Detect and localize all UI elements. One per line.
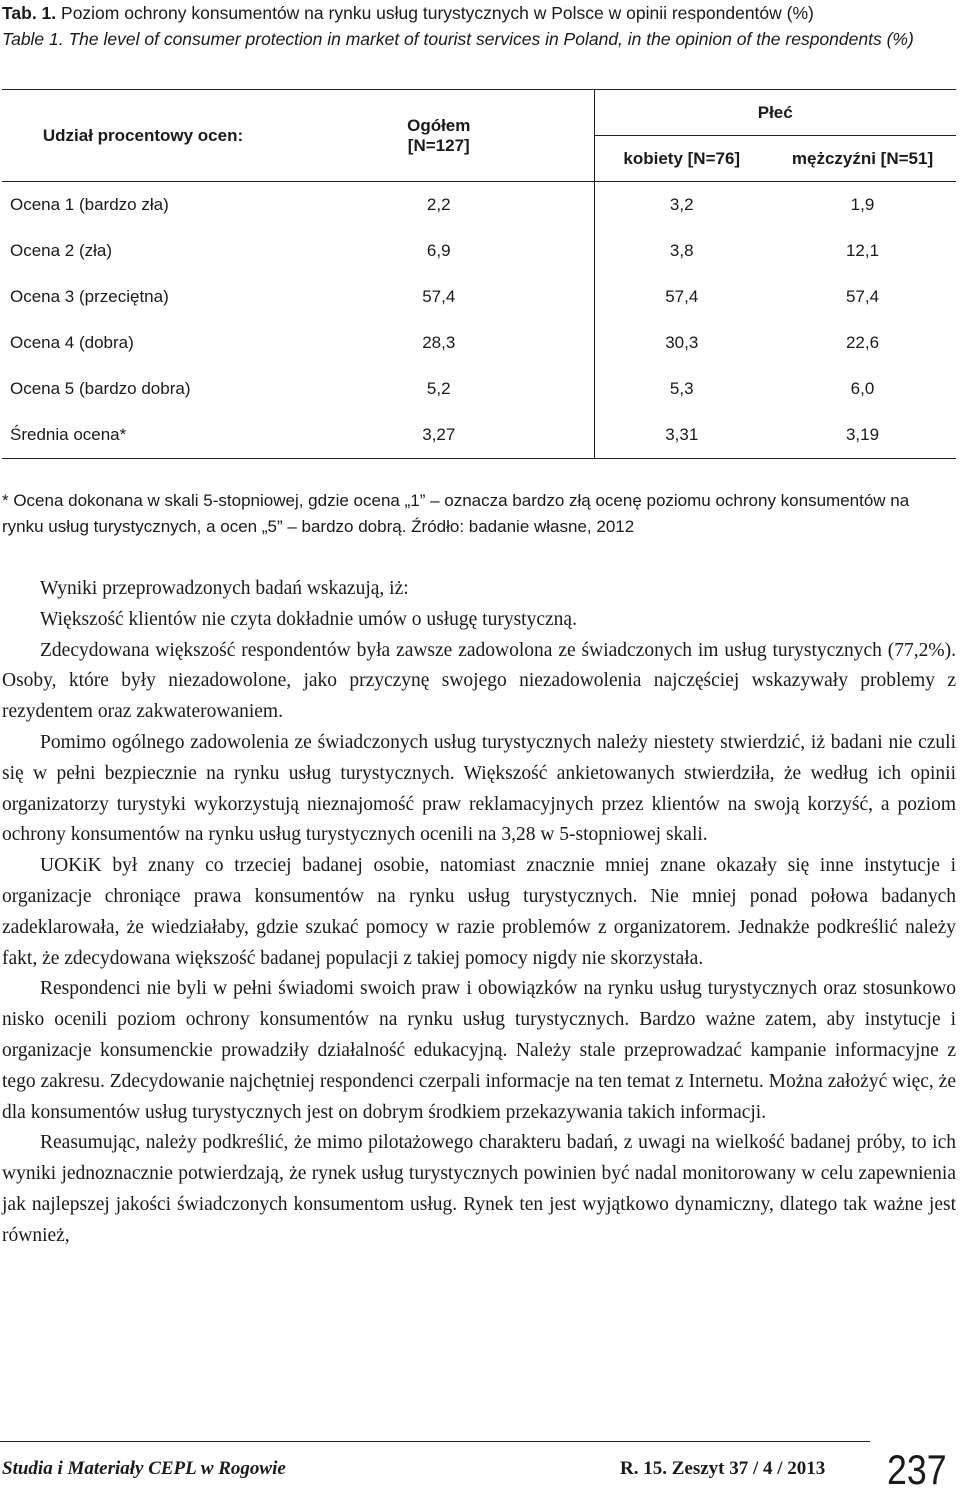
table-footnote: * Ocena dokonana w skali 5-stopniowej, gdzie ocena „1” – oznacza bardzo złą ocenę poziomu ochrony konsumentów na rynku usług turystycznych, a ocen „5” – bardzo dobrą. Źródło: badanie własne, 2012 [2, 491, 910, 536]
footer-journal-title: Studia i Materiały CEPL w Rogowie [2, 1458, 286, 1479]
row-label: Ocena 4 (dobra) [10, 333, 134, 352]
row-label: Ocena 2 (zła) [10, 241, 113, 260]
cell-women: 57,4 [594, 274, 769, 320]
cell-women: 5,3 [594, 366, 769, 412]
cell-men: 3,19 [769, 412, 956, 459]
footer-issue: R. 15. Zeszyt 37 / 4 / 2013 [620, 1458, 826, 1479]
header-men: mężczyźni [N=51] [769, 136, 956, 182]
cell-total: 2,2 [426, 195, 451, 214]
table-row [2, 274, 956, 320]
paragraph: Większość klientów nie czyta dokładnie umów o usługę turystyczną. [40, 608, 577, 630]
table-caption [2, 0, 952, 52]
header-total [284, 90, 594, 182]
header-women: kobiety [N=76] [594, 136, 769, 182]
header-total-title: Ogółem [407, 115, 471, 135]
cell-men: 1,9 [850, 195, 875, 214]
caption-polish-text: Poziom ochrony konsumentów na rynku usług turystycznych w Polsce w opinii respondentów (%) [61, 3, 814, 23]
paragraph: UOKiK był znany co trzeciej badanej osobie, natomiast znacznie mniej znane okazały się inne instytucje i organizacje chroniące prawa konsumentów na rynku usług turystycznych. Nie mniej ponad połowa badanych zadeklarowała, że wiedziałaby, gdzie szukać pomocy w razie problemów z organizatorem. Jednakże podkreślić należy fakt, że zdecydowana większość badanej populacji z takiej pomocy nigdy nie skorzystała. [2, 855, 956, 969]
ratings-table [2, 89, 956, 459]
paragraph: Wyniki przeprowadzonych badań wskazują, iż: [40, 578, 409, 599]
row-label: Ocena 1 (bardzo zła) [10, 195, 169, 214]
cell-total: 57,4 [422, 287, 456, 306]
cell-men: 57,4 [845, 287, 880, 306]
cell-total: 3,27 [284, 412, 594, 459]
cell-total: 6,9 [426, 241, 451, 260]
paragraph: Pomimo ogólnego zadowolenia ze świadczonych usług turystycznych należy niestety stwierdzić, iż badani nie czuli się w pełni bezpiecznie na rynku usług turystycznych. Większość ankietowanych stwierdziła, że według ich opinii organizatorzy turystyki wykorzystują nieznajomość praw reklamacyjnych przez klientów na swoją korzyść, a poziom ochrony konsumentów na rynku usług turystycznych ocenili na 3,28 w 5-stopniowej skali. [2, 731, 956, 846]
header-gender: Płeć [594, 90, 956, 136]
footer-rule [0, 1441, 870, 1442]
row-label: Ocena 5 (bardzo dobra) [10, 379, 191, 398]
row-label: Średnia ocena* [2, 412, 284, 459]
cell-men: 22,6 [845, 333, 880, 352]
cell-women: 3,8 [594, 228, 769, 274]
header-rating-share: Udział procentowy ocen: [2, 90, 284, 182]
table-row [2, 228, 956, 274]
table-row [2, 182, 956, 229]
cell-women: 30,3 [594, 320, 769, 366]
row-label: Ocena 3 (przeciętna) [10, 287, 169, 306]
table-row [2, 412, 956, 459]
cell-women: 3,2 [594, 182, 769, 229]
paragraph: Reasumując, należy podkreślić, że mimo pilotażowego charakteru badań, z uwagi na wielkość badanej próby, to ich wyniki jednoznacznie potwierdzają, że rynek usług turystycznych powinien być nadal monitorowany w celu zapewnienia jak najlepszej jakości świadczonych konsumentom usług. Rynek ten jest wyjątkowo dynamiczny, dlatego tak ważne jest również, [2, 1132, 956, 1246]
cell-women: 3,31 [594, 412, 769, 459]
paragraph: Zdecydowana większość respondentów była zawsze zadowolona ze świadczonych im usług turystycznych (77,2%). Osoby, które były niezadowolone, jako przyczynę swojego niezadowolenia najczęściej wskazywały problemy z rezydentem oraz zakwaterowaniem. [2, 639, 956, 723]
caption-polish [2, 0, 952, 26]
cell-total: 5,2 [426, 379, 451, 398]
cell-total: 28,3 [422, 333, 456, 352]
caption-english: Table 1. The level of consumer protection in market of tourist services in Poland, in the opinion of the respondents (%) [2, 29, 914, 49]
cell-men: 6,0 [850, 379, 875, 398]
table-row [2, 320, 956, 366]
page-number: 237 [887, 1446, 947, 1493]
cell-men: 12,1 [845, 241, 880, 260]
table-row [2, 366, 956, 412]
header-total-n: [N=127] [407, 135, 470, 155]
body-text [2, 574, 956, 1252]
caption-label: Tab. 1. [2, 3, 57, 23]
paragraph: Respondenci nie byli w pełni świadomi swoich praw i obowiązków na rynku usług turystycznych oraz stosunkowo nisko ocenili poziom ochrony konsumentów na rynku usług turystycznych. Bardzo ważne zatem, aby instytucje i organizacje konsumenckie prowadziły działalność edukacyjną. Należy stale przeprowadzać kampanie informacyjne z tego zakresu. Zdecydowanie najchętniej respondenci czerpali informacje na ten temat z Internetu. Można założyć więc, że dla konsumentów usług turystycznych jest on dobrym środkiem przekazywania takich informacji. [2, 978, 956, 1123]
